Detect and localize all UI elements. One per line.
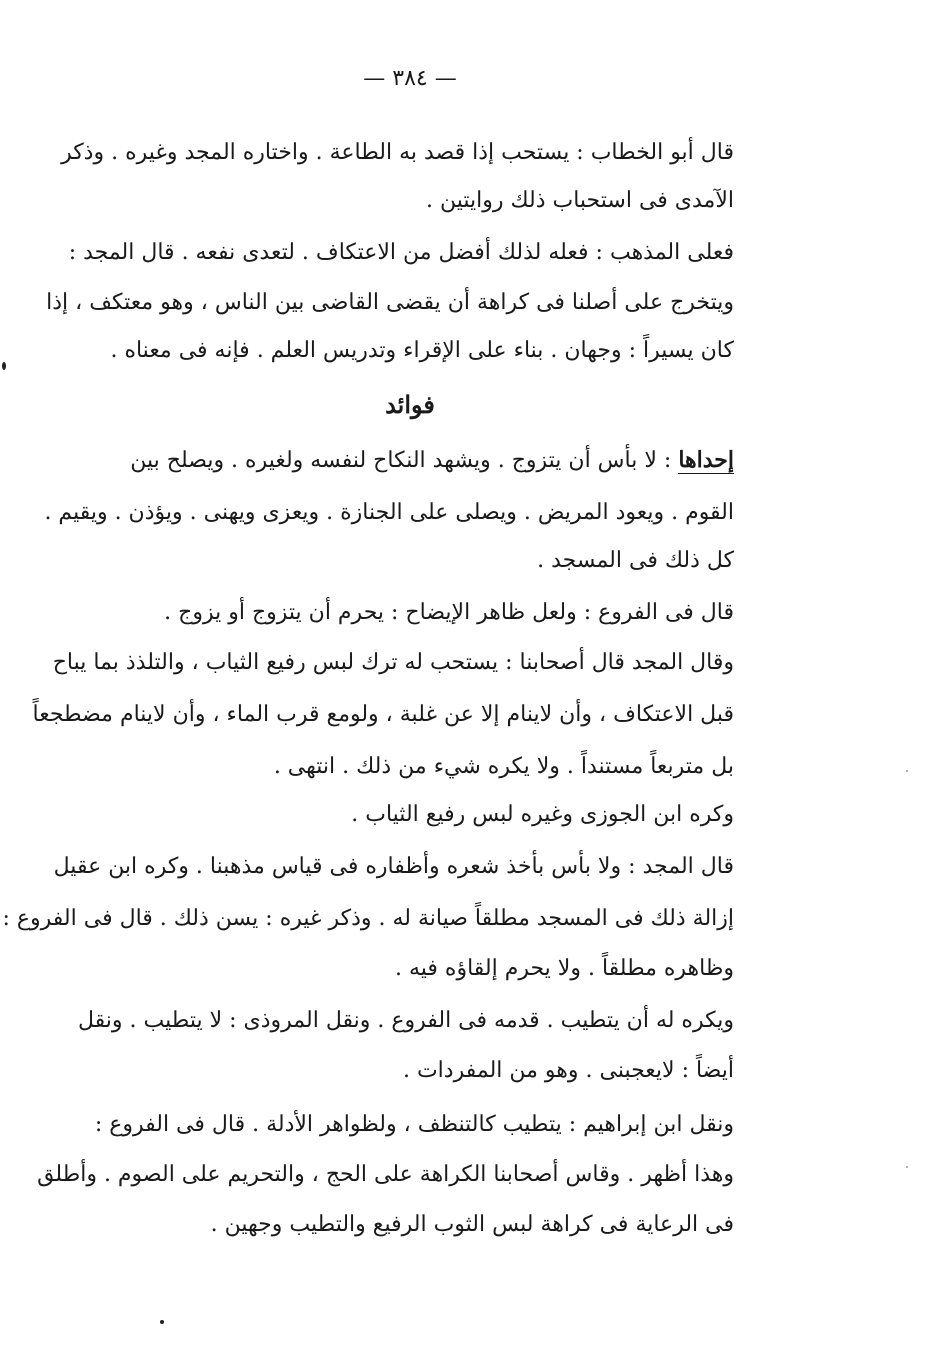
text-line: فعلى المذهب : فعله لذلك أفضل من الاعتكاف . لتعدى نفعه . قال المجد : (68, 240, 734, 265)
text-line: وهذا أظهر . وقاس أصحابنا الكراهة على الحج ، والتحريم على الصوم . وأطلق (37, 1162, 734, 1187)
text-line: ونقل ابن إبراهيم : يتطيب كالتنظف ، ولظواهر الأدلة . قال فى الفروع : (94, 1112, 734, 1137)
page-number: — ٣٨٤ — (363, 66, 457, 91)
text-line: قال فى الفروع : ولعل ظاهر الإيضاح : يحرم أن يتزوج أو يزوج . (164, 600, 734, 625)
text-line: كل ذلك فى المسجد . (537, 548, 734, 573)
text-line: قال أبو الخطاب : يستحب إذا قصد به الطاعة . واختاره المجد وغيره . وذكر (61, 140, 734, 165)
text-line: إزالة ذلك فى المسجد مطلقاً صيانة له . وذكر غيره : يسن ذلك . قال فى الفروع : (2, 906, 734, 931)
scan-speck (2, 362, 6, 370)
text-line: ويكره له أن يتطيب . قدمه فى الفروع . ونقل المروذى : لا يتطيب . ونقل (78, 1008, 734, 1033)
text-line: كان يسيراً : وجهان . بناء على الإقراء وتدريس العلم . فإنه فى معناه . (110, 338, 734, 363)
text-line: وظاهره مطلقاً . ولا يحرم إلقاؤه فيه . (395, 956, 734, 981)
scan-speck (906, 770, 908, 772)
text-line: بل متربعاً مستنداً . ولا يكره شيء من ذلك . انتهى . (273, 754, 734, 779)
text-line: القوم . ويعود المريض . ويصلى على الجنازة . ويعزى ويهنى . ويؤذن . ويقيم . (44, 500, 734, 525)
scan-speck (906, 1166, 908, 1168)
text-line-body: : لا بأس أن يتزوج . ويشهد النكاح لنفسه ولغيره . ويصلح بين (130, 448, 679, 473)
text-line: أيضاً : لايعجبنى . وهو من المفردات . (402, 1058, 734, 1083)
section-heading: فوائد (385, 390, 435, 419)
text-line (84, 446, 734, 475)
text-line: فى الرعاية فى كراهة لبس الثوب الرفيع والتطيب وجهين . (210, 1212, 734, 1237)
text-line: وكره ابن الجوزى وغيره لبس رفيع الثياب . (351, 802, 734, 827)
text-line: ويتخرج على أصلنا فى كراهة أن يقضى القاضى بين الناس ، وهو معتكف ، إذا (46, 290, 734, 315)
item-lead: إحداها (678, 447, 734, 473)
scan-speck (160, 1320, 164, 1324)
text-line: وقال المجد قال أصحابنا : يستحب له ترك لبس رفيع الثياب ، والتلذذ بما يباح (52, 650, 734, 675)
text-line: قبل الاعتكاف ، وأن لاينام إلا عن غلبة ، ولومع قرب الماء ، وأن لاينام مضطجعاً (32, 702, 734, 727)
text-line: الآمدى فى استحباب ذلك روايتين . (425, 188, 734, 213)
text-line: قال المجد : ولا بأس بأخذ شعره وأظفاره فى قياس مذهبنا . وكره ابن عقيل (53, 854, 734, 879)
